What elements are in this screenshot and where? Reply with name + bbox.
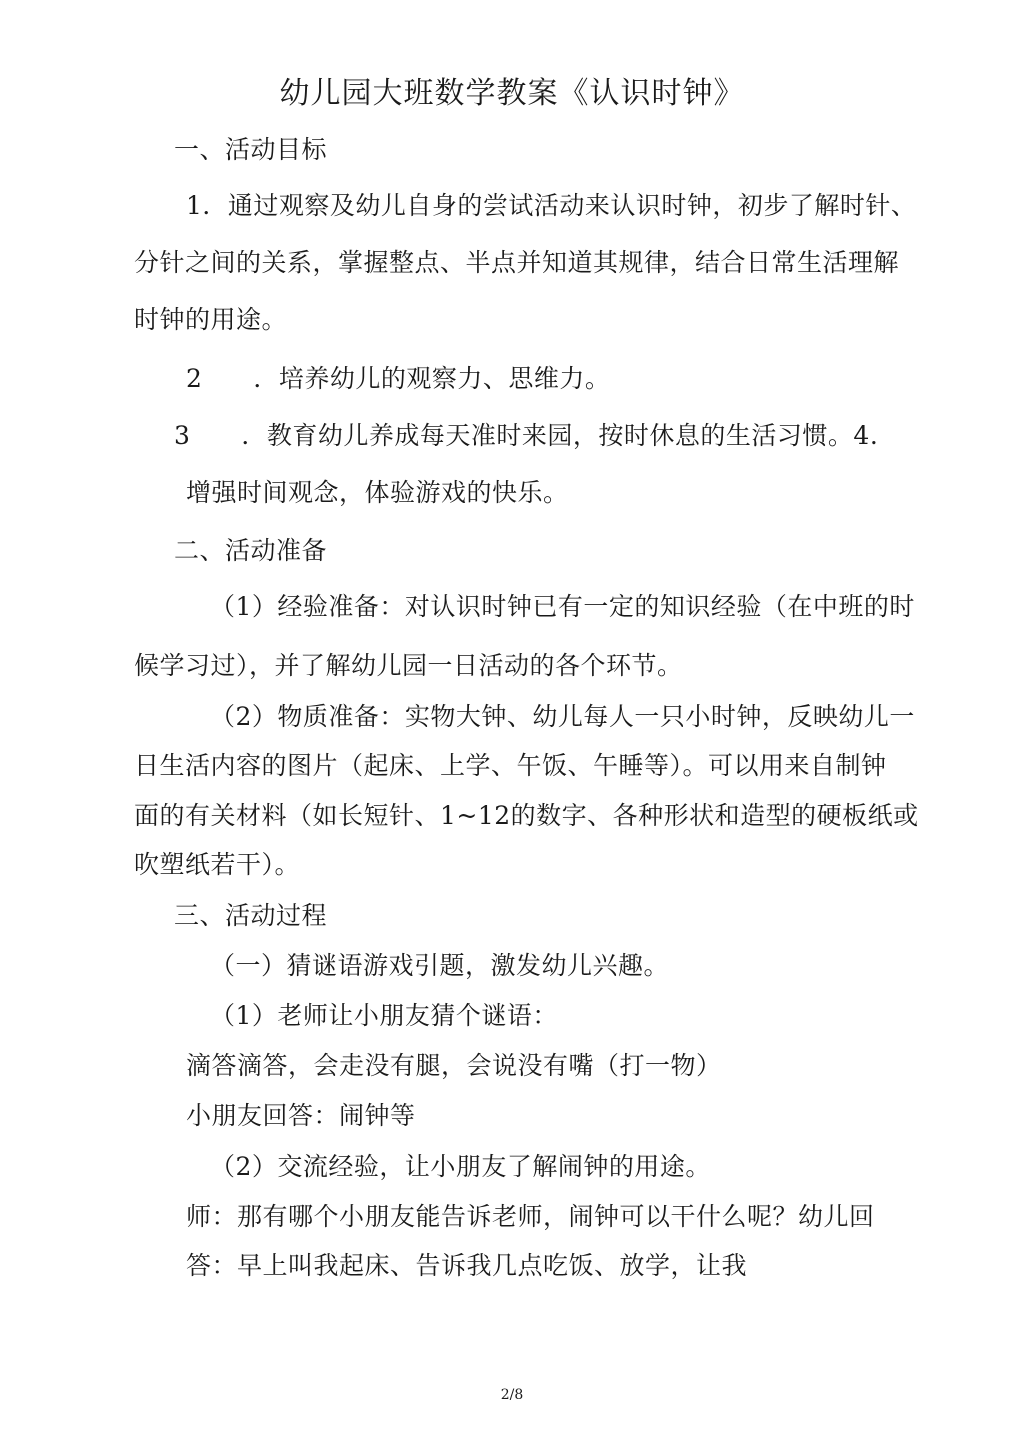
paragraph-line: （1）老师让小朋友猜个谜语： xyxy=(210,1001,558,1030)
section-heading-process: 三、活动过程 xyxy=(174,901,328,930)
paragraph-line: 1．通过观察及幼儿自身的尝试活动来认识时钟，初步了解时针、 xyxy=(186,191,917,220)
paragraph-line: 小朋友回答：闹钟等 xyxy=(186,1101,416,1130)
page-number: 2/8 xyxy=(500,1387,524,1403)
paragraph-line: 滴答滴答，会走没有腿，会说没有嘴（打一物） xyxy=(186,1051,722,1080)
paragraph-line: 时钟的用途。 xyxy=(134,305,288,334)
paragraph-line: 答：早上叫我起床、告诉我几点吃饭、放学，让我 xyxy=(186,1251,748,1280)
paragraph-line: 师：那有哪个小朋友能告诉老师，闹钟可以干什么呢？幼儿回 xyxy=(186,1202,875,1231)
paragraph-line: （2）交流经验，让小朋友了解闹钟的用途。 xyxy=(210,1152,711,1181)
paragraph-line: 候学习过），并了解幼儿园一日活动的各个环节。 xyxy=(134,651,683,680)
section-heading-preparation: 二、活动准备 xyxy=(174,536,328,565)
paragraph-line: 吹塑纸若干）。 xyxy=(134,850,301,879)
paragraph-line: 2 ．培养幼儿的观察力、思维力。 xyxy=(186,364,611,393)
paragraph-line: （2）物质准备：实物大钟、幼儿每人一只小时钟，反映幼儿一 xyxy=(210,702,915,731)
paragraph-line: 增强时间观念，体验游戏的快乐。 xyxy=(186,478,569,507)
section-heading-goals: 一、活动目标 xyxy=(174,135,328,164)
paragraph-line: 日生活内容的图片（起床、上学、午饭、午睡等）。可以用来自制钟 xyxy=(134,751,887,780)
paragraph-line: 3 ．教育幼儿养成每天准时来园，按时休息的生活习惯。4. xyxy=(174,421,879,450)
paragraph-line: （1）经验准备：对认识时钟已有一定的知识经验（在中班的时 xyxy=(210,592,915,621)
paragraph-line: 分针之间的关系，掌握整点、半点并知道其规律，结合日常生活理解 xyxy=(134,248,900,277)
document-title: 幼儿园大班数学教案《认识时钟》 xyxy=(279,76,745,111)
paragraph-line: 面的有关材料（如长短针、1~12的数字、各种形状和造型的硬板纸或 xyxy=(134,801,919,830)
paragraph-line: （一）猜谜语游戏引题，激发幼儿兴趣。 xyxy=(210,951,670,980)
